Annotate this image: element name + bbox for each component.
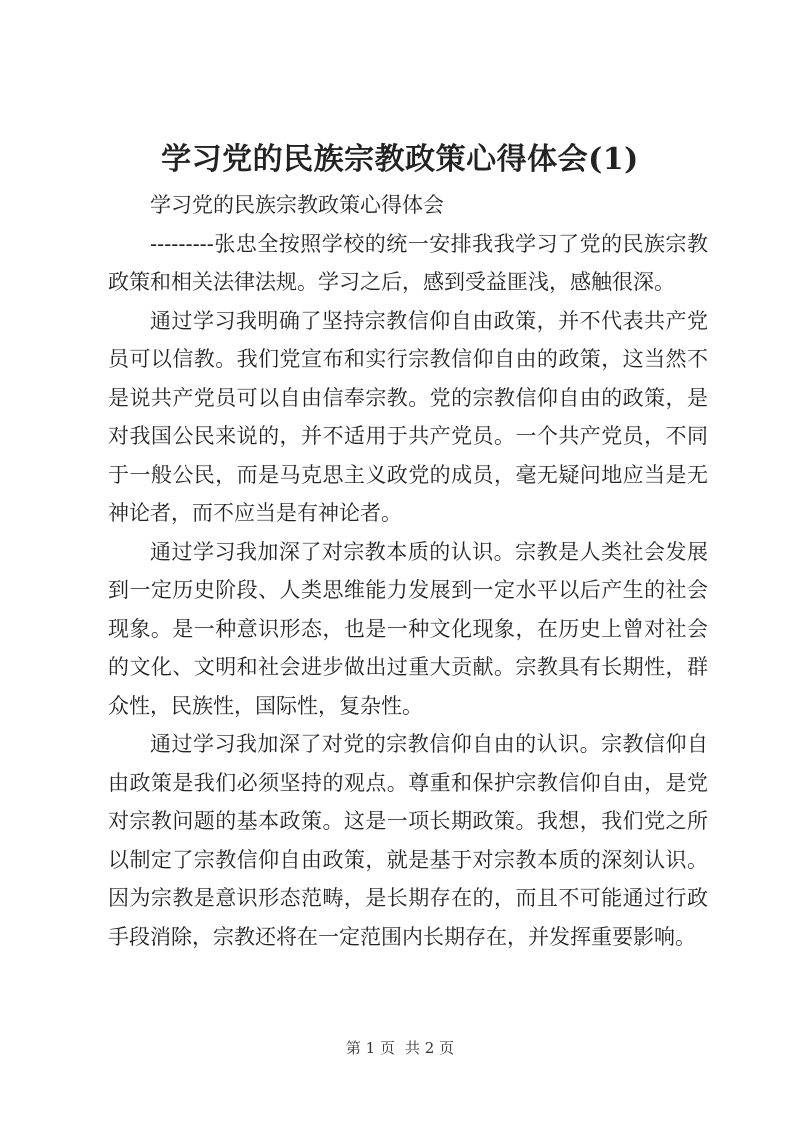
body-paragraph: 通过学习我加深了对宗教本质的认识。宗教是人类社会发展到一定历史阶段、人类思维能力发展到一定水平以后产生的社会现象。是一种意识形态，也是一种文化现象，在历史上曾对社会的文化、文明和社会进步做出过重大贡献。宗教具有长期性，群众性，民族性，国际性，复杂性。 [108,539,708,718]
body-paragraph: 通过学习我明确了坚持宗教信仰自由政策，并不代表共产党员可以信教。我们党宣布和实行宗教信仰自由的政策，这当然不是说共产党员可以自由信奉宗教。党的宗教信仰自由的政策，是对我国公民来说的，并不适用于共产党员。一个共产党员，不同于一般公民，而是马克思主义政党的成员，毫无疑问地应当是无神论者，而不应当是有神论者。 [108,308,708,525]
document-body [108,186,708,956]
subtitle-paragraph: 学习党的民族宗教政策心得体会 [150,193,444,217]
page-number: 第 1 页 [345,1039,395,1057]
page-footer [0,1038,800,1058]
body-paragraph: 通过学习我加深了对党的宗教信仰自由的认识。宗教信仰自由政策是我们必须坚持的观点。尊重和保护宗教信仰自由，是党对宗教问题的基本政策。这是一项长期政策。我想，我们党之所以制定了宗教信仰自由政策，就是基于对宗教本质的深刻认识。因为宗教是意识形态范畴，是长期存在的，而且不可能通过行政手段消除，宗教还将在一定范围内长期存在，并发挥重要影响。 [108,732,708,949]
document-title: 学习党的民族宗教政策心得体会(1) [161,142,639,177]
intro-paragraph: ---------张忠全按照学校的统一安排我我学习了党的民族宗教政策和相关法律法规。学习之后，感到受益匪浅，感触很深。 [108,231,708,294]
page-total: 共 2 页 [405,1039,455,1057]
